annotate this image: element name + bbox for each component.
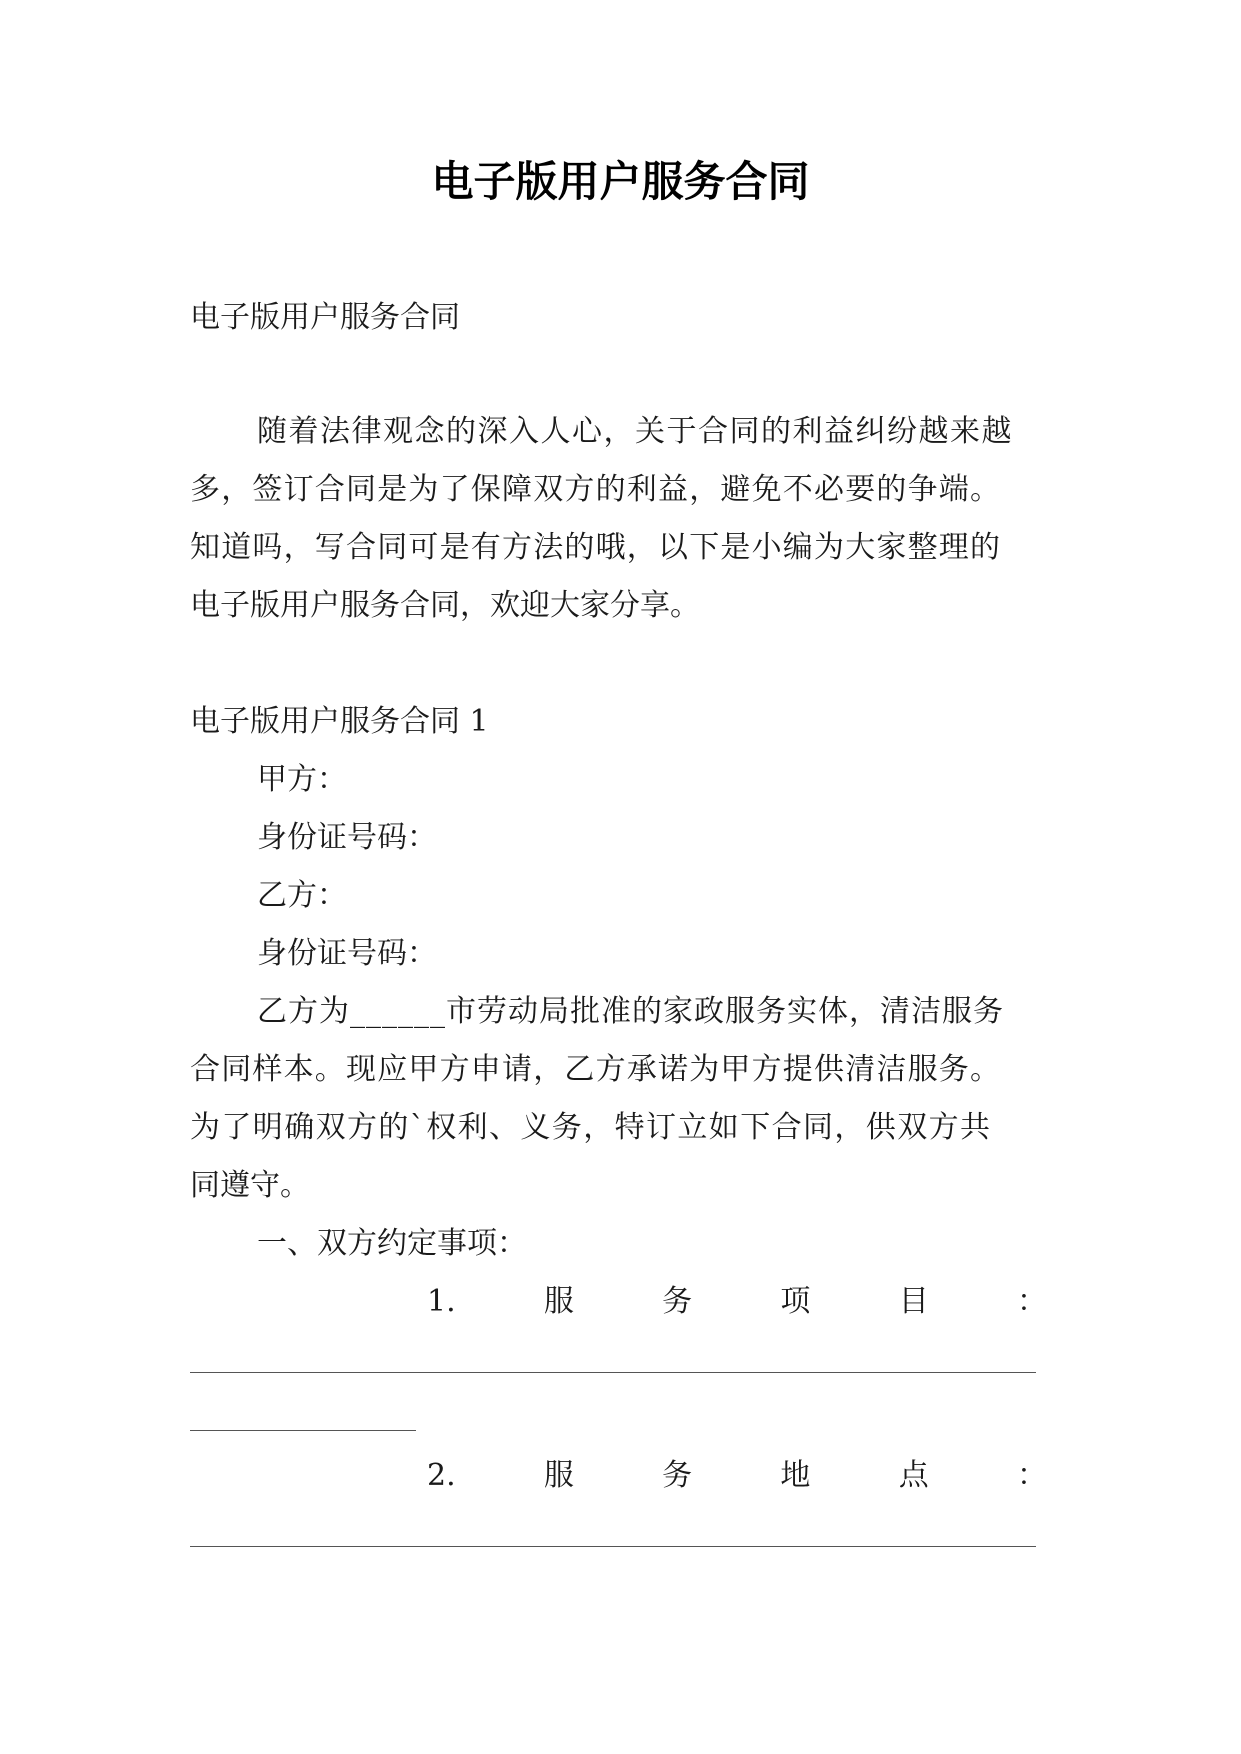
item-number: 1.: [427, 1284, 456, 1319]
document-subtitle: 电子版用户服务合同: [190, 300, 460, 335]
intro-text: 知道吗，写合同可是有方法的哦，以下是小编为大家整理的: [190, 530, 1002, 565]
intro-line-3: [190, 528, 1056, 568]
body-text: 乙方为______市劳动局批准的家政服务实体，清洁服务: [257, 994, 1004, 1029]
item-char: 项: [780, 1284, 811, 1319]
intro-line-1: [257, 412, 1056, 452]
party-a-label: 甲方：: [257, 762, 347, 797]
item-char: 务: [662, 1458, 693, 1493]
item-colon: ：: [1016, 1458, 1047, 1493]
item-colon: ：: [1016, 1284, 1047, 1319]
body-text: 为了明确双方的`权利、义务，特订立如下合同，供双方共: [190, 1110, 992, 1145]
clause-heading: 一、双方约定事项：: [257, 1226, 527, 1261]
service-location-row: [427, 1456, 1047, 1496]
item-char: 目: [898, 1284, 929, 1319]
body-line-1: [257, 992, 1056, 1032]
item-char: 服: [543, 1284, 574, 1319]
item-char: 务: [662, 1284, 693, 1319]
party-b-label: 乙方：: [257, 878, 347, 913]
party-a-id-label: 身份证号码：: [257, 820, 437, 855]
intro-text: 多，签订合同是为了保障双方的利益，避免不必要的争端。: [190, 472, 1002, 507]
section-heading: 电子版用户服务合同 1: [190, 704, 489, 739]
body-line-2: [190, 1050, 1056, 1090]
item-char: 地: [780, 1458, 811, 1493]
party-b-id-label: 身份证号码：: [257, 936, 437, 971]
service-item-blank-line: [190, 1372, 1036, 1373]
intro-text: 随着法律观念的深入人心，关于合同的利益纠纷越来越: [257, 414, 1013, 449]
service-location-blank-line: [190, 1546, 1036, 1547]
item-char: 点: [898, 1458, 929, 1493]
body-text: 合同样本。现应甲方申请，乙方承诺为甲方提供清洁服务。: [190, 1052, 1002, 1087]
body-line-4: 同遵守。: [190, 1168, 310, 1203]
service-item-row: [427, 1282, 1047, 1322]
intro-line-2: [190, 470, 1056, 510]
item-number: 2.: [427, 1458, 456, 1493]
document-title: 电子版用户服务合同: [431, 157, 810, 206]
intro-line-4: 电子版用户服务合同，欢迎大家分享。: [190, 588, 700, 623]
service-item-blank-line-short: [190, 1430, 416, 1431]
item-char: 服: [543, 1458, 574, 1493]
body-line-3: [190, 1108, 1056, 1148]
